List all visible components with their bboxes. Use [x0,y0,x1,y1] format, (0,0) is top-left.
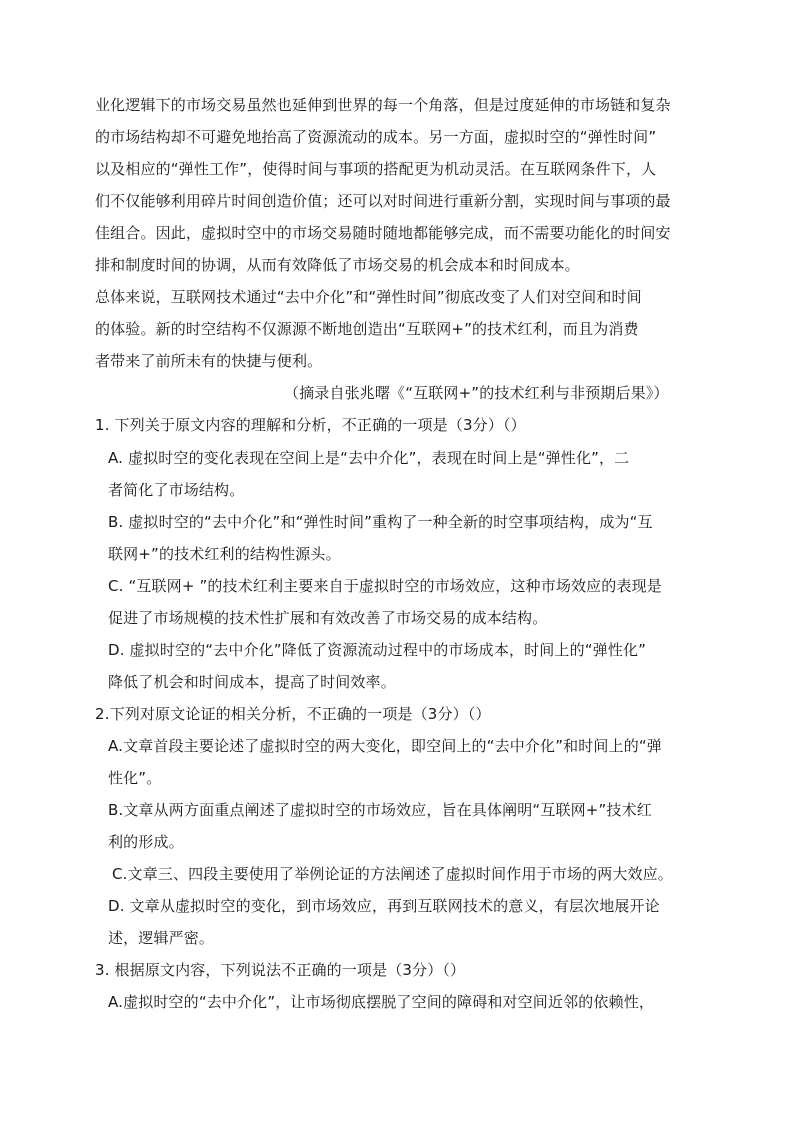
question-2-stem: 2.下列对原文论证的相关分析，不正确的一项是（3分）（） [95,705,491,723]
q1-option-c: C. “互联网+ ”的技术红利主要来自于虚拟时空的市场效应，这种市场效应的表现是 [108,577,662,595]
q2-option-a-cont: 性化”。 [108,769,162,787]
q2-option-b: B.文章从两方面重点阐述了虚拟时空的市场效应，旨在具体阐明“互联网+”技术红 [108,801,652,819]
passage-line: 业化逻辑下的市场交易虽然也延伸到世界的每一个角落，但是过度延伸的市场链和复杂 [95,96,671,114]
q2-option-b-cont: 利的形成。 [108,833,184,851]
passage-line: 们不仅能够利用碎片时间创造价值；还可以对时间进行重新分割，实现时间与事项的最 [95,192,671,210]
q1-option-b-cont: 联网+”的技术红利的结构性源头。 [108,545,341,563]
q1-option-c-cont: 促进了市场规模的技术性扩展和有效改善了市场交易的成本结构。 [108,609,548,627]
passage-line: 排和制度时间的协调，从而有效降低了市场交易的机会成本和时间成本。 [95,256,580,274]
q1-option-d: D. 虚拟时空的“去中介化”降低了资源流动过程中的市场成本，时间上的“弹性化” [108,641,647,659]
passage-line: 佳组合。因此，虚拟时空中的市场交易随时随地都能够完成，而不需要功能化的时间安 [95,224,671,242]
q1-option-a-cont: 者简化了市场结构。 [108,481,245,499]
passage-line: 的体验。新的时空结构不仅源源不断地创造出“互联网+”的技术红利，而且为消费 [95,320,639,338]
passage-line: 以及相应的“弹性工作”，使得时间与事项的搭配更为机动灵活。在互联网条件下，人 [95,160,657,178]
q2-option-c: C.文章三、四段主要使用了举例论证的方法阐述了虚拟时间作用于市场的两大效应。 [112,865,673,883]
passage-line: 的市场结构却不可避免地抬高了资源流动的成本。另一方面，虚拟时空的“弹性时间” [95,128,657,146]
q2-option-a: A.文章首段主要论述了虚拟时空的两大变化，即空间上的“去中介化”和时间上的“弹 [108,737,662,755]
source-citation: （摘录自张兆曙《“互联网+”的技术红利与非预期后果》） [284,384,669,402]
question-3-stem: 3. 根据原文内容，下列说法不正确的一项是（3分）（） [95,961,466,979]
q1-option-a: A. 虚拟时空的变化表现在空间上是“去中介化”，表现在时间上是“弹性化”，二 [108,449,630,467]
q1-option-d-cont: 降低了机会和时间成本，提高了时间效率。 [108,673,396,691]
q1-option-b: B. 虚拟时空的“去中介化”和“弹性时间”重构了一种全新的时空事项结构，成为“互 [108,513,653,531]
q2-option-d: D. 文章从虚拟时空的变化，到市场效应，再到互联网技术的意义，有层次地展开论 [108,897,660,915]
question-1-stem: 1. 下列关于原文内容的理解和分析，不正确的一项是（3分）（） [95,416,526,434]
passage-line: 总体来说，互联网技术通过“去中介化”和“弹性时间”彻底改变了人们对空间和时间 [95,288,642,306]
q2-option-d-cont: 述，逻辑严密。 [108,929,215,947]
passage-line: 者带来了前所未有的快捷与便利。 [95,352,323,370]
q3-option-a: A.虚拟时空的“去中介化”，让市场彻底摆脱了空间的障碍和对空间近邻的依赖性， [108,993,655,1011]
